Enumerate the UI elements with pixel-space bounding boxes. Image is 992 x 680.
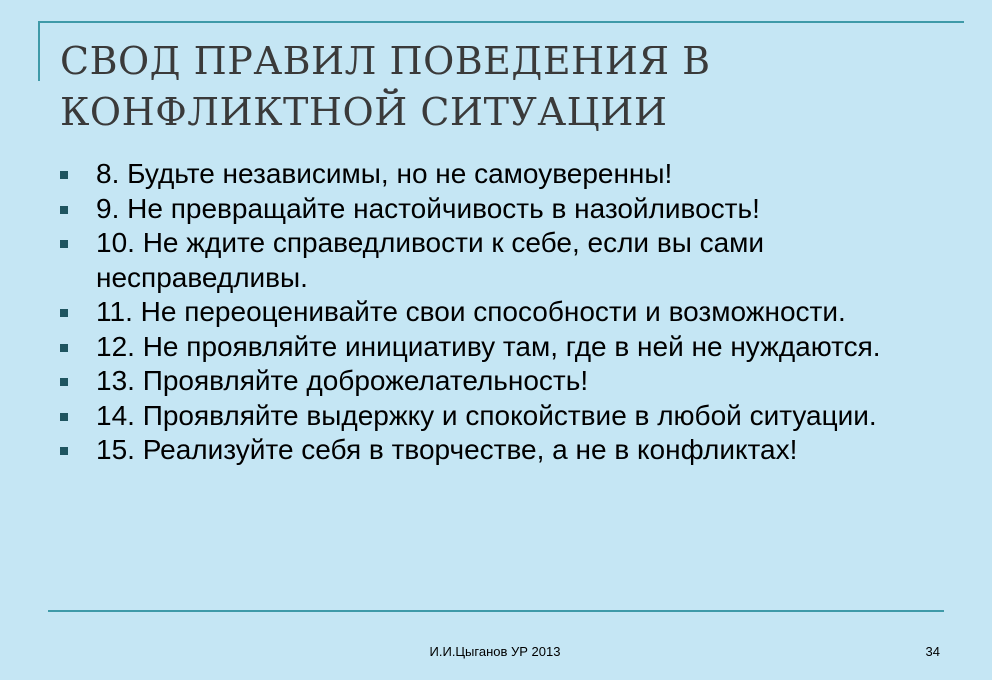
square-bullet-icon (60, 378, 68, 386)
square-bullet-icon (60, 413, 68, 421)
title-line-2: КОНФЛИКТНОЙ СИТУАЦИИ (60, 90, 668, 134)
square-bullet-icon (60, 206, 68, 214)
rule-8 (60, 157, 940, 192)
square-bullet-icon (60, 309, 68, 317)
rule-text: 13. Проявляйте доброжелательность! (96, 365, 589, 396)
square-bullet-icon (60, 171, 68, 179)
slide-title (60, 36, 940, 138)
square-bullet-icon (60, 240, 68, 248)
rule-text: 15. Реализуйте себя в творчестве, а не в конфликтах! (96, 434, 798, 465)
square-bullet-icon (60, 344, 68, 352)
square-bullet-icon (60, 447, 68, 455)
frame-left-line (38, 21, 40, 81)
rule-9 (60, 192, 940, 227)
rules-list (60, 157, 940, 468)
rule-text: 12. Не проявляйте инициативу там, где в ней не нуждаются. (96, 330, 881, 362)
rule-13 (60, 364, 940, 399)
rule-14 (60, 399, 940, 434)
rule-text: 14. Проявляйте выдержку и спокойствие в любой ситуации. (96, 399, 877, 431)
footer-author: И.И.Цыганов УР 2013 (429, 644, 561, 659)
rule-text: 11. Не переоценивайте свои способности и возможности. (96, 296, 846, 327)
rule-15 (60, 433, 940, 468)
rule-10 (60, 226, 940, 295)
rule-text: 8. Будьте независимы, но не самоуверенны! (96, 158, 673, 189)
footer-divider (48, 610, 944, 612)
page-number: 34 (925, 644, 940, 659)
title-line-1: СВОД ПРАВИЛ ПОВЕДЕНИЯ В (60, 39, 711, 83)
rule-12 (60, 330, 940, 365)
rule-text: 10. Не ждите справедливости к себе, если вы сами несправедливы. (96, 227, 765, 293)
rule-11 (60, 295, 940, 330)
rule-text: 9. Не превращайте настойчивость в назойливость! (96, 192, 760, 224)
frame-top-line (38, 21, 964, 23)
